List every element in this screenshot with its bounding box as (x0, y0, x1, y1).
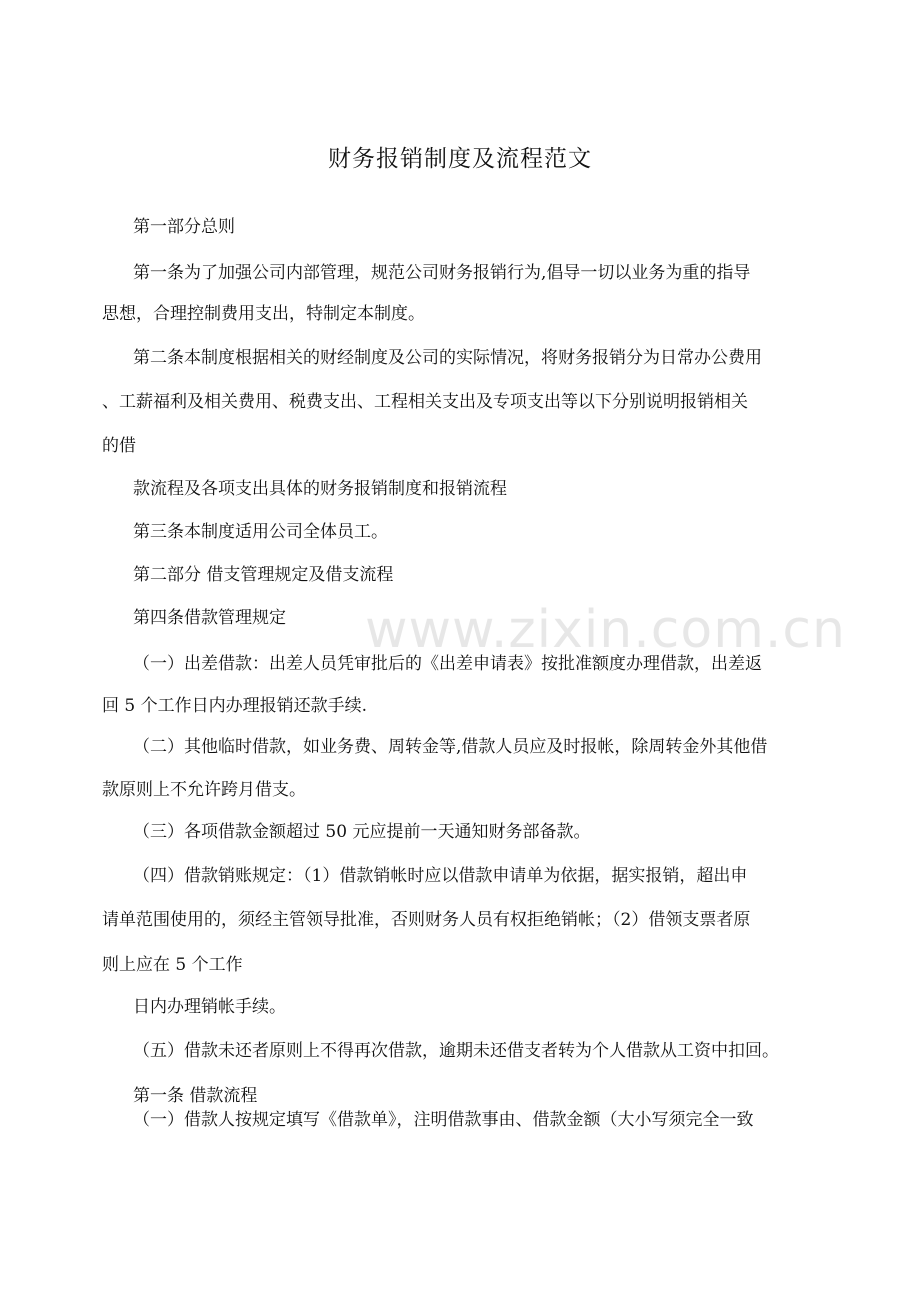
article-heading: 第四条借款管理规定 (133, 608, 286, 628)
paragraph-line: （三）各项借款金额超过 50 元应提前一天通知财务部备款。 (133, 822, 591, 842)
paragraph-line: 第二条本制度根据相关的财经制度及公司的实际情况，将财务报销分为日常办公费用 (133, 348, 762, 368)
paragraph-line: 第三条本制度适用公司全体员工。 (133, 522, 388, 542)
paragraph-line: 的借 (102, 436, 136, 456)
paragraph-line: 请单范围使用的，须经主管领导批准，否则财务人员有权拒绝销帐；（2）借领支票者原 (102, 910, 751, 930)
paragraph-line: 、工薪福利及相关费用、税费支出、工程相关支出及专项支出等以下分别说明报销相关 (102, 392, 748, 412)
paragraph-line: （一）出差借款：出差人员凭审批后的《出差申请表》按批准额度办理借款，出差返 (133, 654, 762, 674)
section-heading-loan: 第二部分 借支管理规定及借支流程 (133, 565, 394, 585)
section-heading-general: 第一部分总则 (133, 217, 235, 237)
article-heading: 第一条 借款流程 (133, 1086, 258, 1106)
paragraph-line: 第一条为了加强公司内部管理，规范公司财务报销行为,倡导一切以业务为重的指导 (133, 263, 751, 283)
paragraph-line: （五）借款未还者原则上不得再次借款，逾期未还借支者转为个人借款从工资中扣回。 (133, 1041, 779, 1061)
paragraph-line: 款流程及各项支出具体的财务报销制度和报销流程 (133, 479, 507, 499)
paragraph-line: （二）其他临时借款，如业务费、周转金等,借款人员应及时报帐，除周转金外其他借 (133, 737, 768, 757)
paragraph-line: 日内办理销帐手续。 (133, 997, 286, 1017)
paragraph-line: （四）借款销账规定：（1）借款销帐时应以借款申请单为依据，据实报销，超出申 (133, 866, 748, 886)
paragraph-line: （一）借款人按规定填写《借款单》，注明借款事由、借款金额（大小写须完全一致 (133, 1110, 754, 1130)
paragraph-line: 款原则上不允许跨月借支。 (102, 780, 306, 800)
watermark: www.zixin.com.cn (365, 600, 846, 660)
paragraph-line: 回 5 个工作日内办理报销还款手续. (102, 696, 368, 716)
paragraph-line: 则上应在 5 个工作 (102, 955, 243, 975)
paragraph-line: 思想，合理控制费用支出，特制定本制度。 (102, 304, 425, 324)
document-title: 财务报销制度及流程范文 (328, 146, 592, 172)
